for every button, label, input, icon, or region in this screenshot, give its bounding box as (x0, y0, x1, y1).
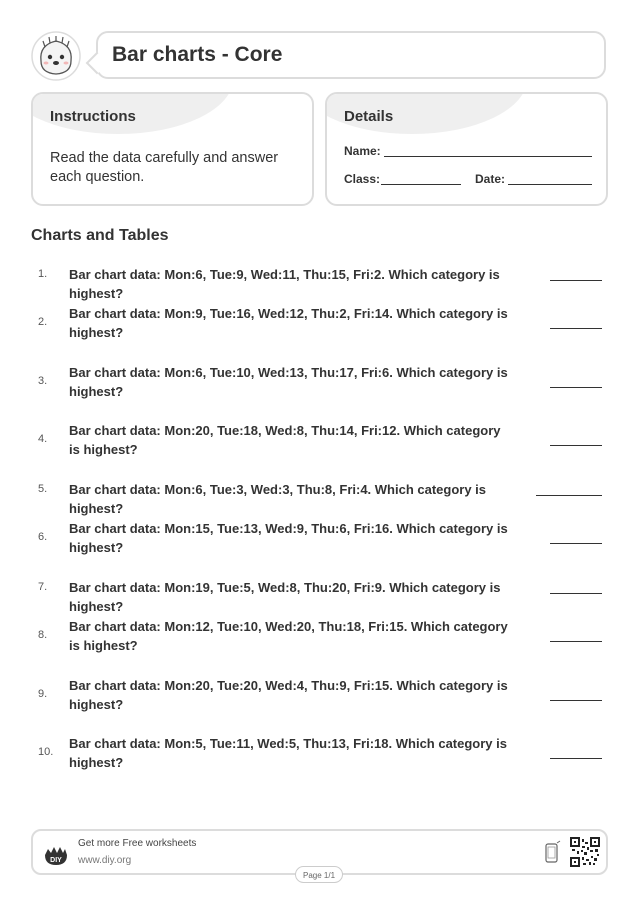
qr-code-icon (570, 837, 600, 867)
details-heading: Details (344, 108, 394, 125)
svg-text:DIY: DIY (50, 857, 62, 864)
question-text: Bar chart data: Mon:12, Tue:10, Wed:20, Thu:18, Fri:15. Which category is highest? (69, 619, 508, 653)
question-number: 10. (38, 746, 54, 758)
question-text: Bar chart data: Mon:6, Tue:10, Wed:13, Thu:17, Fri:6. Which category is highest? (69, 365, 508, 399)
diy-logo-icon (43, 841, 69, 872)
answer-line[interactable] (550, 445, 602, 446)
question-text: Bar chart data: Mon:19, Tue:5, Wed:8, Thu:20, Fri:9. Which category is highest? (69, 580, 501, 614)
question-number: 1. (38, 268, 48, 280)
question-text: Bar chart data: Mon:9, Tue:16, Wed:12, Thu:2, Fri:14. Which category is highest? (69, 306, 508, 340)
name-label: Name: (344, 144, 381, 158)
instructions-heading: Instructions (50, 108, 136, 125)
footer-url[interactable]: www.diy.org (78, 855, 132, 866)
instructions-text: Read the data carefully and answer each question. (50, 150, 279, 185)
question-text: Bar chart data: Mon:6, Tue:3, Wed:3, Thu:8, Fri:4. Which category is highest? (69, 482, 487, 516)
instructions-card (31, 92, 314, 206)
mascot-icon (31, 31, 81, 81)
question-number: 4. (38, 433, 48, 445)
title-banner (96, 31, 606, 79)
question-text: Bar chart data: Mon:15, Tue:13, Wed:9, Thu:6, Fri:16. Which category is highest? (69, 521, 508, 555)
question-number: 2. (38, 316, 48, 328)
class-label: Class: (344, 172, 381, 186)
name-field[interactable] (384, 156, 592, 157)
answer-line[interactable] (550, 280, 602, 281)
details-card (325, 92, 608, 206)
question-number: 8. (38, 629, 48, 641)
page-title: Bar charts - Core (112, 43, 283, 66)
question-number: 3. (38, 375, 48, 387)
answer-line[interactable] (550, 543, 602, 544)
question-number: 9. (38, 688, 48, 700)
section-title: Charts and Tables (31, 227, 169, 244)
answer-line[interactable] (536, 495, 602, 496)
answer-line[interactable] (550, 328, 602, 329)
question-text: Bar chart data: Mon:5, Tue:11, Wed:5, Thu:13, Fri:18. Which category is highest? (69, 736, 507, 770)
question-number: 5. (38, 483, 48, 495)
question-number: 7. (38, 581, 48, 593)
answer-line[interactable] (550, 700, 602, 701)
date-field[interactable] (508, 184, 592, 185)
question-text: Bar chart data: Mon:6, Tue:9, Wed:11, Thu:15, Fri:2. Which category is highest? (69, 267, 500, 301)
footer-promo: Get more Free worksheets (78, 838, 197, 849)
class-field[interactable] (381, 184, 461, 185)
page-indicator: Page 1/1 (295, 866, 343, 883)
question-number: 6. (38, 531, 48, 543)
answer-line[interactable] (550, 758, 602, 759)
phone-icon (543, 840, 561, 871)
answer-line[interactable] (550, 641, 602, 642)
date-label: Date: (475, 172, 506, 186)
question-text: Bar chart data: Mon:20, Tue:20, Wed:4, Thu:9, Fri:15. Which category is highest? (69, 678, 508, 712)
question-text: Bar chart data: Mon:20, Tue:18, Wed:8, Thu:14, Fri:12. Which category is highest? (69, 423, 501, 457)
answer-line[interactable] (550, 593, 602, 594)
answer-line[interactable] (550, 387, 602, 388)
